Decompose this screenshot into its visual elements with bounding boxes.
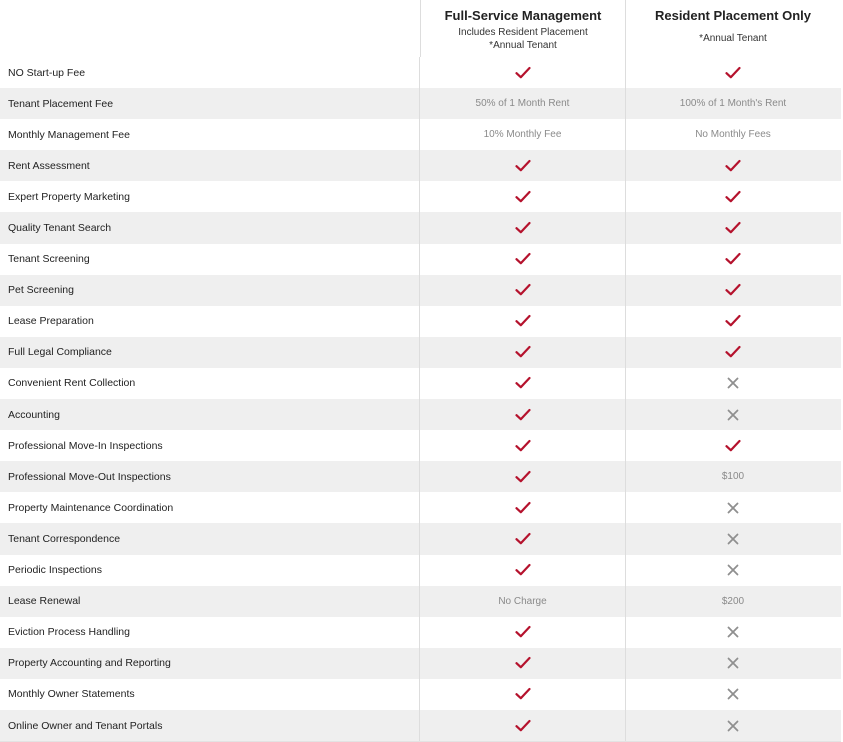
check-icon xyxy=(725,65,741,81)
feature-label: Pet Screening xyxy=(0,275,420,306)
table-row xyxy=(0,275,841,306)
check-icon xyxy=(515,407,531,423)
placement-only-cell xyxy=(626,399,840,430)
feature-label: Lease Renewal xyxy=(0,586,420,617)
feature-label: Property Accounting and Reporting xyxy=(0,648,420,679)
full-service-header xyxy=(421,0,626,57)
full-service-cell xyxy=(420,119,626,150)
table-row xyxy=(0,461,841,492)
check-icon xyxy=(515,189,531,205)
feature-label: Rent Assessment xyxy=(0,150,420,181)
check-icon xyxy=(725,344,741,360)
placement-only-cell xyxy=(626,555,840,586)
placement-only-cell xyxy=(626,119,840,150)
check-icon xyxy=(515,469,531,485)
placement-only-cell xyxy=(626,648,840,679)
feature-label: Professional Move-In Inspections xyxy=(0,430,420,461)
cross-icon xyxy=(725,375,741,391)
placement-only-cell xyxy=(626,617,840,648)
check-icon xyxy=(515,655,531,671)
table-row xyxy=(0,244,841,275)
full-service-cell xyxy=(420,430,626,461)
placement-only-cell xyxy=(626,710,840,741)
feature-label: Expert Property Marketing xyxy=(0,181,420,212)
table-row xyxy=(0,399,841,430)
cell-value: $200 xyxy=(721,595,745,607)
full-service-cell xyxy=(420,586,626,617)
cell-value: 50% of 1 Month Rent xyxy=(475,98,570,110)
full-service-cell xyxy=(420,275,626,306)
cross-icon xyxy=(725,686,741,702)
check-icon xyxy=(515,158,531,174)
full-service-cell xyxy=(420,523,626,554)
placement-only-cell xyxy=(626,57,840,88)
feature-label: Lease Preparation xyxy=(0,306,420,337)
placement-only-cell xyxy=(626,586,840,617)
feature-label: Property Maintenance Coordination xyxy=(0,492,420,523)
placement-only-cell xyxy=(626,430,840,461)
full-service-subtitle: Includes Resident Placement xyxy=(458,27,588,38)
cross-icon xyxy=(725,562,741,578)
full-service-cell xyxy=(420,461,626,492)
table-row xyxy=(0,119,841,150)
placement-only-cell xyxy=(626,244,840,275)
table-row xyxy=(0,212,841,243)
check-icon xyxy=(515,624,531,640)
cell-value: 100% of 1 Month's Rent xyxy=(679,98,787,110)
check-icon xyxy=(515,718,531,734)
feature-label: Eviction Process Handling xyxy=(0,617,420,648)
full-service-cell xyxy=(420,555,626,586)
table-row xyxy=(0,57,841,88)
check-icon xyxy=(515,686,531,702)
check-icon xyxy=(515,438,531,454)
table-row xyxy=(0,617,841,648)
feature-label: Convenient Rent Collection xyxy=(0,368,420,399)
table-row xyxy=(0,306,841,337)
check-icon xyxy=(725,282,741,298)
full-service-cell xyxy=(420,492,626,523)
full-service-cell xyxy=(420,368,626,399)
check-icon xyxy=(515,251,531,267)
placement-only-cell xyxy=(626,306,840,337)
cell-value: $100 xyxy=(721,471,745,483)
check-icon xyxy=(515,282,531,298)
placement-only-cell xyxy=(626,679,840,710)
check-icon xyxy=(515,65,531,81)
check-icon xyxy=(515,531,531,547)
feature-label: Periodic Inspections xyxy=(0,555,420,586)
full-service-cell xyxy=(420,710,626,741)
cell-value: No Charge xyxy=(498,595,547,607)
placement-only-title: Resident Placement Only xyxy=(654,8,812,23)
placement-only-cell xyxy=(626,368,840,399)
feature-label: Online Owner and Tenant Portals xyxy=(0,710,420,741)
table-row xyxy=(0,368,841,399)
check-icon xyxy=(725,189,741,205)
table-body xyxy=(0,57,841,741)
cross-icon xyxy=(725,718,741,734)
table-row xyxy=(0,586,841,617)
full-service-cell xyxy=(420,648,626,679)
full-service-note: *Annual Tenant xyxy=(489,40,557,51)
full-service-cell xyxy=(420,57,626,88)
feature-label: Accounting xyxy=(0,399,420,430)
table-row xyxy=(0,679,841,710)
full-service-cell xyxy=(420,150,626,181)
placement-only-cell xyxy=(626,275,840,306)
check-icon xyxy=(515,313,531,329)
table-row xyxy=(0,492,841,523)
cross-icon xyxy=(725,531,741,547)
feature-label: Quality Tenant Search xyxy=(0,212,420,243)
check-icon xyxy=(515,375,531,391)
placement-only-cell xyxy=(626,212,840,243)
check-icon xyxy=(515,344,531,360)
placement-only-cell xyxy=(626,492,840,523)
placement-only-cell xyxy=(626,337,840,368)
check-icon xyxy=(515,500,531,516)
placement-only-cell xyxy=(626,181,840,212)
feature-label: Monthly Management Fee xyxy=(0,119,420,150)
full-service-cell xyxy=(420,306,626,337)
feature-label: Monthly Owner Statements xyxy=(0,679,420,710)
table-row xyxy=(0,523,841,554)
table-row xyxy=(0,150,841,181)
cross-icon xyxy=(725,624,741,640)
table-row xyxy=(0,648,841,679)
table-row xyxy=(0,337,841,368)
placement-only-cell xyxy=(626,88,840,119)
full-service-cell xyxy=(420,617,626,648)
table-header xyxy=(0,0,841,57)
table-row xyxy=(0,88,841,119)
check-icon xyxy=(725,158,741,174)
feature-label: Tenant Correspondence xyxy=(0,523,420,554)
full-service-cell xyxy=(420,212,626,243)
full-service-title: Full-Service Management xyxy=(444,8,602,23)
check-icon xyxy=(725,438,741,454)
table-row xyxy=(0,710,841,741)
full-service-cell xyxy=(420,399,626,430)
feature-label: Full Legal Compliance xyxy=(0,337,420,368)
cross-icon xyxy=(725,407,741,423)
feature-label: NO Start-up Fee xyxy=(0,57,420,88)
full-service-cell xyxy=(420,181,626,212)
placement-only-note: *Annual Tenant xyxy=(699,33,767,44)
cross-icon xyxy=(725,655,741,671)
full-service-cell xyxy=(420,88,626,119)
placement-only-cell xyxy=(626,523,840,554)
feature-label: Professional Move-Out Inspections xyxy=(0,461,420,492)
placement-only-header xyxy=(626,0,840,57)
table-row xyxy=(0,181,841,212)
feature-label: Tenant Screening xyxy=(0,244,420,275)
feature-label: Tenant Placement Fee xyxy=(0,88,420,119)
cross-icon xyxy=(725,500,741,516)
check-icon xyxy=(515,562,531,578)
full-service-cell xyxy=(420,679,626,710)
full-service-cell xyxy=(420,337,626,368)
placement-only-cell xyxy=(626,461,840,492)
full-service-cell xyxy=(420,244,626,275)
check-icon xyxy=(725,220,741,236)
table-row xyxy=(0,555,841,586)
cell-value: No Monthly Fees xyxy=(695,129,771,141)
check-icon xyxy=(725,313,741,329)
check-icon xyxy=(515,220,531,236)
placement-only-cell xyxy=(626,150,840,181)
header-blank-cell xyxy=(0,0,421,57)
check-icon xyxy=(725,251,741,267)
table-row xyxy=(0,430,841,461)
cell-value: 10% Monthly Fee xyxy=(483,129,562,141)
